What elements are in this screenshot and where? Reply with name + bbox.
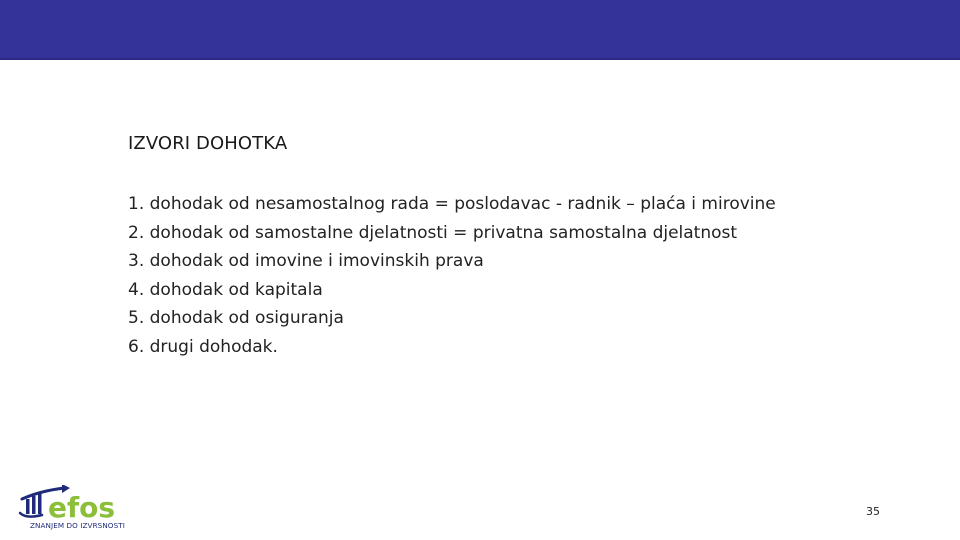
logo-graphic [18, 485, 148, 525]
list-item: 6. drugi dohodak. [128, 336, 278, 357]
header-bar [0, 0, 960, 60]
income-source-list [128, 190, 776, 361]
list-item: 4. dohodak od kapitala [128, 279, 323, 300]
list-item: 2. dohodak od samostalne djelatnosti = privatna samostalna djelatnost [128, 222, 738, 243]
slide-title: IZVORI DOHOTKA [128, 133, 288, 154]
logo-wordmark: efos [48, 491, 116, 524]
efos-logo [18, 485, 148, 533]
list-item: 5. dohodak od osiguranja [128, 308, 344, 328]
page-number: 35 [866, 505, 880, 518]
logo-tagline: ZNANJEM DO IZVRSNOSTI [30, 521, 125, 530]
list-item: 3. dohodak od imovine i imovinskih prava [128, 251, 484, 271]
list-item: 1. dohodak od nesamostalnog rada = poslodavac - radnik – plaća i mirovine [128, 194, 776, 214]
